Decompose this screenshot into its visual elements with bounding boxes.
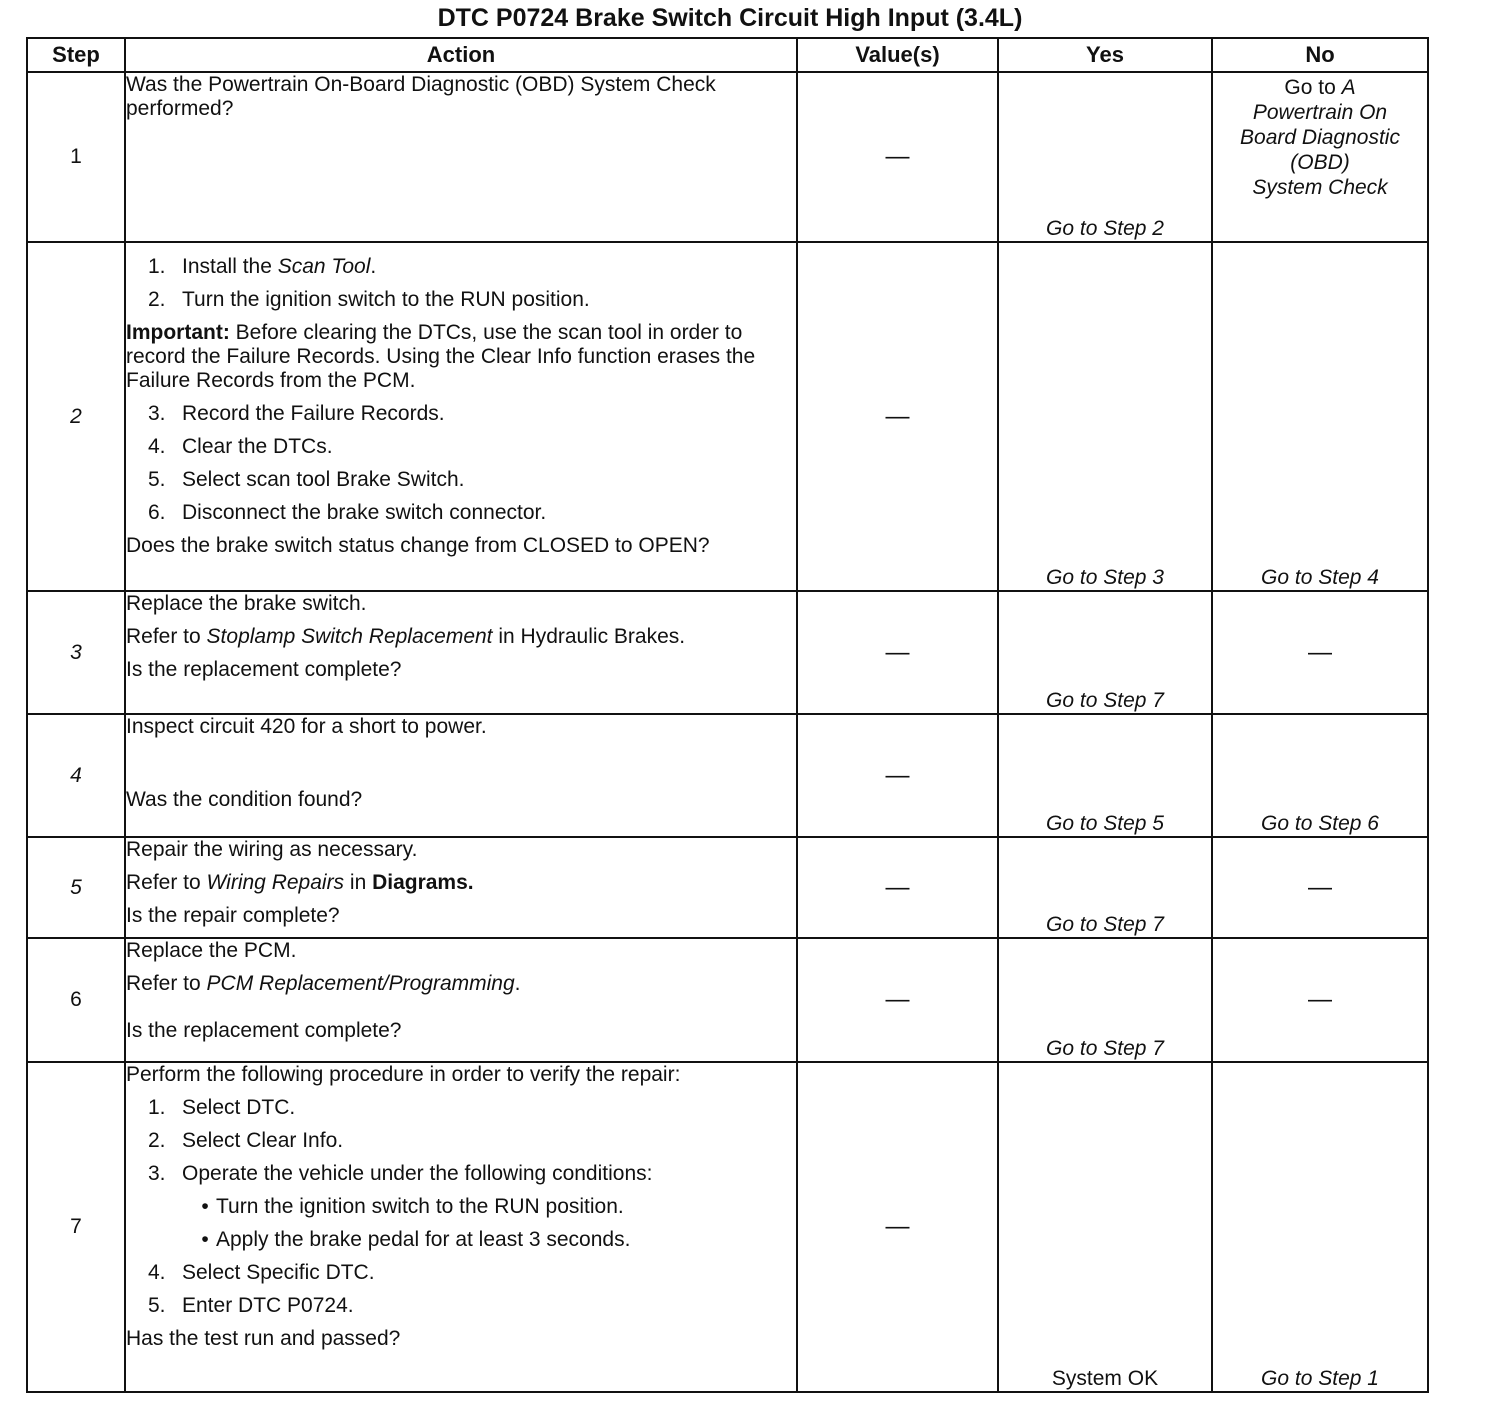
reference-text: Refer to PCM Replacement/Programming. (126, 972, 521, 995)
table-row (27, 714, 1428, 837)
action-cell (125, 72, 797, 242)
step-number: 4 (27, 714, 125, 837)
value-cell: — (797, 1062, 998, 1392)
table-row (27, 242, 1428, 591)
no-cell: — (1212, 938, 1428, 1062)
no-cell: — (1212, 591, 1428, 714)
bullet-icon: • (201, 1228, 209, 1251)
action-text: Replace the brake switch. (126, 592, 367, 615)
reference-text: Refer to Stoplamp Switch Replacement in Hydraulic Brakes. (126, 625, 686, 648)
header-step: Step (27, 38, 125, 72)
yes-cell: Go to Step 7 (998, 837, 1212, 938)
table-row (27, 72, 1428, 242)
header-values: Value(s) (797, 38, 998, 72)
header-action: Action (125, 38, 797, 72)
list-item: 4. Clear the DTCs. (148, 435, 333, 458)
action-question: Does the brake switch status change from CLOSED to OPEN? (126, 534, 710, 557)
step-number: 5 (27, 837, 125, 938)
action-question: Was the Powertrain On-Board Diagnostic (OBD) System Check performed? (126, 73, 716, 120)
step-number: 3 (27, 591, 125, 714)
yes-cell: Go to Step 2 (998, 72, 1212, 242)
value-cell: — (797, 938, 998, 1062)
no-line: Board Diagnostic (1240, 126, 1400, 149)
header-row (27, 38, 1428, 72)
important-note: Important: Before clearing the DTCs, use the scan tool in order to record the Failure Records. Using the Clear Info function erases the Failure Records from the PCM. (126, 321, 756, 392)
list-item: 5. Select scan tool Brake Switch. (148, 468, 465, 491)
yes-cell: Go to Step 7 (998, 938, 1212, 1062)
step-number: 6 (27, 938, 125, 1062)
no-cell (1212, 72, 1428, 242)
action-cell (125, 242, 797, 591)
yes-cell: System OK (998, 1062, 1212, 1392)
bullet-icon: • (201, 1195, 209, 1218)
list-item: 3. Operate the vehicle under the following conditions: (148, 1162, 653, 1185)
value-cell: — (797, 72, 998, 242)
no-line: A (1341, 76, 1356, 99)
header-no: No (1212, 38, 1428, 72)
action-question: Is the repair complete? (126, 904, 340, 927)
step-number: 7 (27, 1062, 125, 1392)
step-number: 2 (27, 242, 125, 591)
no-line: System Check (1252, 176, 1388, 199)
action-cell (125, 591, 797, 714)
reference-text: Refer to Wiring Repairs in Diagrams. (126, 871, 474, 894)
list-item: 6. Disconnect the brake switch connector. (148, 501, 547, 524)
table-row (27, 938, 1428, 1062)
table-row (27, 1062, 1428, 1392)
yes-cell: Go to Step 5 (998, 714, 1212, 837)
list-item: 4. Select Specific DTC. (148, 1261, 375, 1284)
no-cell: Go to Step 6 (1212, 714, 1428, 837)
no-prefix: Go to (1284, 76, 1342, 99)
action-cell (125, 837, 797, 938)
yes-cell: Go to Step 7 (998, 591, 1212, 714)
action-text: Repair the wiring as necessary. (126, 838, 418, 861)
action-question: Was the condition found? (126, 788, 363, 811)
value-cell: — (797, 591, 998, 714)
action-cell (125, 1062, 797, 1392)
table-row (27, 837, 1428, 938)
value-cell: — (797, 837, 998, 938)
header-yes: Yes (998, 38, 1212, 72)
action-cell (125, 938, 797, 1062)
yes-cell: Go to Step 3 (998, 242, 1212, 591)
list-item: 1. Install the Scan Tool. (148, 255, 377, 278)
step-number: 1 (27, 72, 125, 242)
list-item: 2. Turn the ignition switch to the RUN position. (148, 288, 590, 311)
list-item: 3. Record the Failure Records. (148, 402, 445, 425)
bullet-item: • Apply the brake pedal for at least 3 seconds. (126, 1228, 796, 1252)
no-cell: — (1212, 837, 1428, 938)
action-cell (125, 714, 797, 837)
action-text: Perform the following procedure in order to verify the repair: (126, 1063, 681, 1086)
no-cell: Go to Step 1 (1212, 1062, 1428, 1392)
action-text: Replace the PCM. (126, 939, 297, 962)
value-cell: — (797, 242, 998, 591)
list-item: 5. Enter DTC P0724. (148, 1294, 354, 1317)
page-title: DTC P0724 Brake Switch Circuit High Input (3.4L) (437, 4, 1023, 32)
no-cell: Go to Step 4 (1212, 242, 1428, 591)
table-row (27, 591, 1428, 714)
action-question: Has the test run and passed? (126, 1327, 401, 1350)
list-item: 1. Select DTC. (148, 1096, 296, 1119)
action-question: Is the replacement complete? (126, 1019, 402, 1042)
bullet-item: • Turn the ignition switch to the RUN position. (126, 1195, 796, 1219)
no-line: Powertrain On (1252, 101, 1388, 124)
value-cell: — (797, 714, 998, 837)
diagnostic-table (26, 37, 1429, 1393)
action-text: Inspect circuit 420 for a short to power. (126, 715, 487, 738)
no-line: (OBD) (1290, 151, 1350, 174)
list-item: 2. Select Clear Info. (148, 1129, 344, 1152)
action-question: Is the replacement complete? (126, 658, 402, 681)
